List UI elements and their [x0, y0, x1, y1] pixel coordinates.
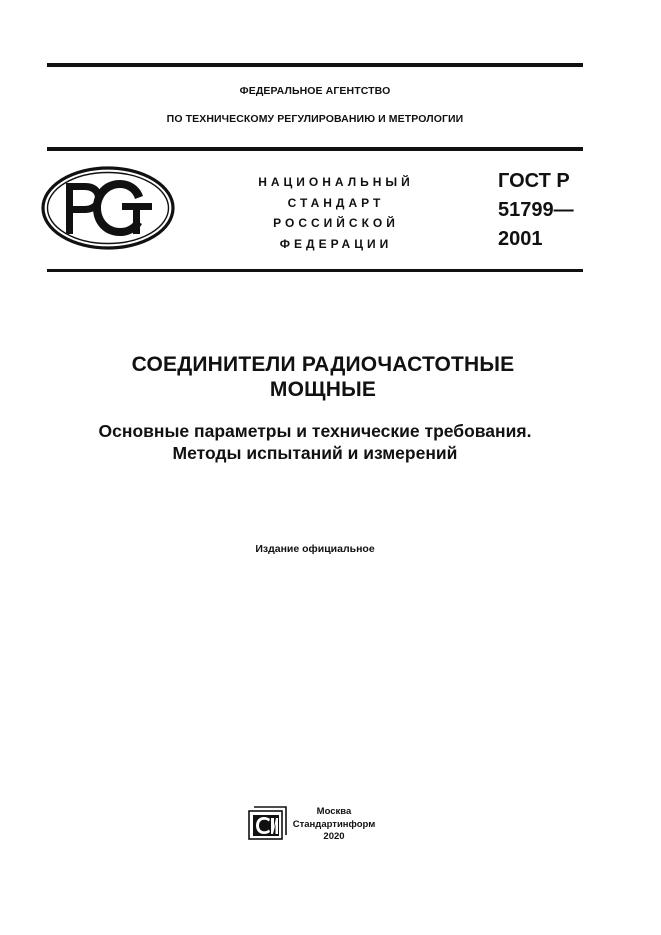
pct-certification-emblem-icon [40, 165, 176, 251]
gost-designation [498, 167, 574, 254]
gost-designation-line: 2001 [498, 228, 543, 250]
top-rule [47, 63, 583, 67]
agency-name-line-2: ПО ТЕХНИЧЕСКОМУ РЕГУЛИРОВАНИЮ И МЕТРОЛОГИИ [166, 113, 464, 125]
national-standard-line: НАЦИОНАЛЬНЫЙ [258, 175, 414, 189]
edition-label: Издание официальное [255, 543, 375, 555]
publisher-name: Стандартинформ [292, 818, 376, 830]
document-subtitle [30, 420, 600, 464]
document-title-line: МОЩНЫЕ [269, 378, 377, 401]
document-subtitle-line: Основные параметры и технические требования. [98, 421, 532, 441]
publisher-imprint [292, 806, 376, 844]
document-title-line: СОЕДИНИТЕЛИ РАДИОЧАСТОТНЫЕ [131, 353, 515, 376]
national-standard-line: РОССИЙСКОЙ [273, 216, 399, 230]
middle-rule [47, 147, 583, 151]
document-subtitle-line: Методы испытаний и измерений [172, 443, 458, 463]
publisher-city: Москва [316, 806, 352, 817]
standartinform-logo-icon [248, 805, 288, 841]
national-standard-line: СТАНДАРТ [287, 195, 385, 210]
gost-designation-line: 51799— [498, 199, 574, 221]
bottom-rule [47, 269, 583, 272]
national-standard-label [236, 172, 436, 254]
publisher-year: 2020 [323, 831, 345, 842]
national-standard-line: ФЕДЕРАЦИИ [279, 236, 393, 251]
gost-designation-line: ГОСТ Р [498, 170, 570, 192]
agency-name-line-1: ФЕДЕРАЛЬНОЕ АГЕНТСТВО [239, 85, 391, 97]
document-title [47, 352, 599, 402]
